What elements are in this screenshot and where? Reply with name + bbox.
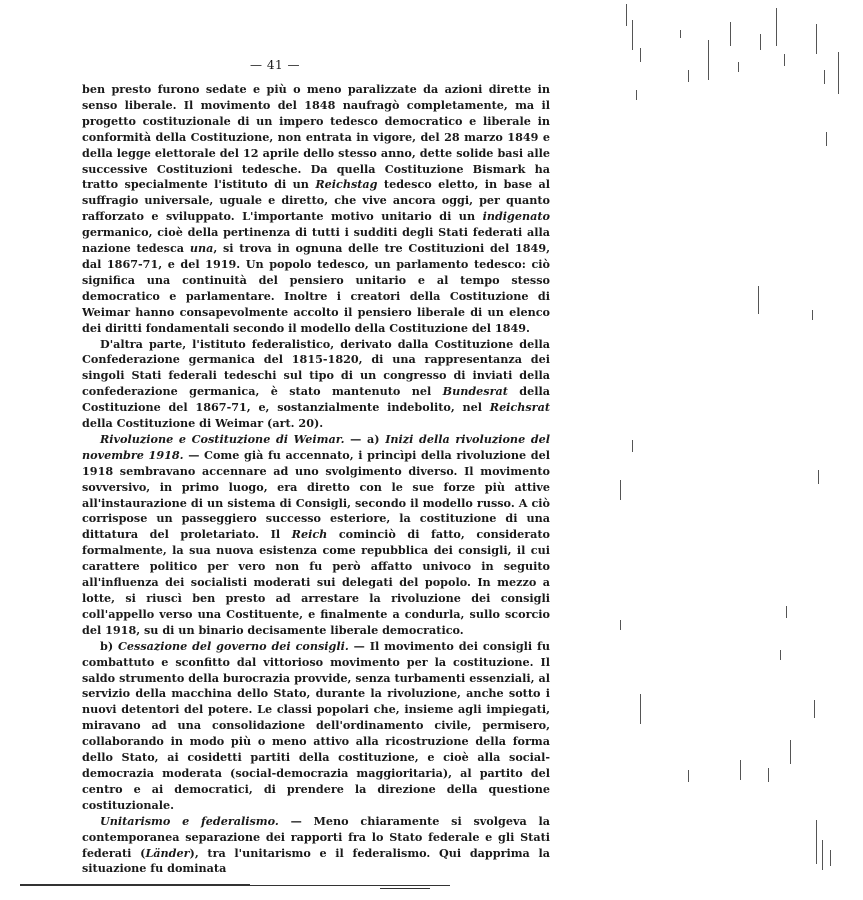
scan-artifacts <box>580 0 863 900</box>
italic-run: Inizi della rivoluzione del novembre 1918. <box>82 431 551 462</box>
italic-run: Reich <box>291 527 328 542</box>
scan-mark <box>826 132 827 146</box>
scan-mark <box>708 40 709 80</box>
scan-mark <box>632 440 633 452</box>
italic-run: Unitarismo e federalismo. <box>100 813 279 828</box>
scan-mark <box>818 470 819 484</box>
text-run: b) <box>100 638 119 653</box>
scan-mark <box>768 768 769 782</box>
text-run: tedesco eletto, in base al suffragio universale, uguale e diretto, che vive ancora oggi, per quanto rafforzato e sviluppato. L'importante motivo unitario di un <box>82 177 550 224</box>
text-run: cominciò di fatto, considerato formalmente, la sua nuova esistenza come repubblica dei consigli, il cui carattere politico per vero non fu però affatto univoco in seguito all'influenza dei socialisti moderati sui delegati del popolo. In mezzo a lotte, si riuscì ben presto ad arrestare la rivoluzione dei consigli coll'appello verso una Costituente, e finalmente a condurla, sullo scorcio del 1918, su di un binario decisamente liberale democratico. <box>82 527 550 637</box>
scan-mark <box>740 760 741 780</box>
text-run: D'altra parte, l'istituto federalistico, derivato dalla Costituzione della Confederazione germanica del 1815-1820, di una rappresentanza dei singoli Stati federali tedeschi sul tipo di un congresso di inviati della confederazione germanica, è stato mantenuto nel <box>82 336 550 399</box>
scan-mark <box>680 30 681 38</box>
scan-mark <box>688 70 689 82</box>
text-run: della Costituzione del 1867-71, e, sostanzialmente indebolito, nel <box>82 384 550 415</box>
scan-mark <box>784 54 785 66</box>
scan-mark <box>620 620 621 630</box>
scan-mark <box>776 8 777 46</box>
text-run: ben presto furono sedate e più o meno paralizzate da azioni dirette in senso liberale. Il movimento del 1848 naufragò completamente, ma il progetto costituzionale di un impero tedesco democratico e liberale in conformità della Costituzione, non entrata in vigore, del 28 marzo 1849 e della legge elettorale del 12 aprile dello stesso anno, dette solide basi alle successive Costituzioni tedesche. Da quella Costituzione Bismark ha tratto specialmente l'istituto di un <box>82 82 550 192</box>
paragraph <box>82 337 550 432</box>
text-run: , si trova in ognuna delle tre Costituzioni del 1849, dal 1867-71, e del 1919. Un popolo tedesco, un parlamento tedesco: ciò significa una continuità del pensiero unitario e al tempo stesso democratico e parlamentare. Inoltre i creatori della Costituzione di Weimar hanno consapevolmente accolto il pensiero liberale di un elenco dei diritti fondamentali secondo il modello della Costituzione del 1849. <box>82 241 550 335</box>
text-run: della Costituzione di Weimar (art. 20). <box>82 416 324 431</box>
page-number: — 41 — <box>250 58 300 72</box>
text-run: — Il movimento dei consigli fu combattuto e sconfitto dal vittorioso movimento per la costituzione. Il saldo strumento della burocrazia provvide, senza turbamenti essenziali, al servizio della macchina dello Stato, durante la rivoluzione, anche sotto i nuovi detentori del potere. Le classi popolari che, insieme agli impiegati, miravano ad una consolidazione dell'ordinamento civile, permisero, collaborando in modo più o meno attivo alla ricostruzione della forma dello Stato, ai cosidetti partiti della costituzione, e cioè alla social-democrazia moderata (social-democrazia maggioritaria), al partito del centro e ai democratici, di prendere la direzione della questione costituzionale. <box>82 638 550 812</box>
scan-mark <box>780 650 781 660</box>
bottom-rule <box>20 884 250 886</box>
paragraph <box>82 814 550 878</box>
scan-mark <box>636 90 637 100</box>
scan-mark <box>760 34 761 50</box>
italic-run: Bundesrat <box>442 384 508 399</box>
paragraph <box>82 82 550 337</box>
paragraph <box>82 432 550 639</box>
paragraph <box>82 639 550 814</box>
scan-mark <box>730 22 731 46</box>
scan-mark <box>758 286 759 314</box>
scan-mark <box>640 48 641 62</box>
scan-mark <box>814 700 815 718</box>
italic-run: Rivoluzione e Costituzione di Weimar. <box>100 431 345 446</box>
scan-mark <box>632 20 633 50</box>
scan-mark <box>620 480 621 500</box>
bottom-rule <box>250 885 450 886</box>
text-run: — a) <box>344 431 386 446</box>
text-body <box>82 82 550 877</box>
text-run: — Come già fu accennato, i princìpi della rivoluzione del 1918 sembravano accennare ad uno svolgimento diverso. Il movimento sovversivo, in primo luogo, era diretto con le sue forze più attive all'instaurazione di un sistema di Consigli, secondo il modello russo. A ciò corrispose un passeggiero successo esteriore, la costituzione di una dittatura del proletariato. Il <box>82 447 550 542</box>
scan-mark <box>790 740 791 764</box>
text-run: — Meno chiaramente si svolgeva la contemporanea separazione dei rapporti fra lo Stato federale e gli Stati federati ( <box>82 813 550 860</box>
scan-mark <box>688 770 689 782</box>
text-run: ), tra l'unitarismo e il federalismo. Qui dapprima la situazione fu dominata <box>82 845 551 876</box>
scan-mark <box>626 4 627 26</box>
scan-mark <box>816 820 817 864</box>
italic-run: una <box>189 241 214 256</box>
italic-run: Cessazione del governo dei consigli. <box>118 638 349 653</box>
scan-mark <box>830 850 831 866</box>
italic-run: indigenato <box>482 209 550 224</box>
scan-mark <box>640 694 641 724</box>
scan-mark <box>824 70 825 84</box>
bottom-rule <box>380 888 430 889</box>
italic-run: Reichsrat <box>489 400 550 415</box>
scan-mark <box>738 62 739 72</box>
scan-mark <box>816 24 817 54</box>
italic-run: Länder <box>145 845 190 860</box>
scan-mark <box>812 310 813 320</box>
scan-mark <box>838 52 839 94</box>
text-run: germanico, cioè della pertinenza di tutti i sudditi degli Stati federati alla nazione tedesca <box>82 225 550 256</box>
scan-mark <box>822 840 823 870</box>
scan-mark <box>786 606 787 618</box>
italic-run: Reichstag <box>315 177 378 192</box>
